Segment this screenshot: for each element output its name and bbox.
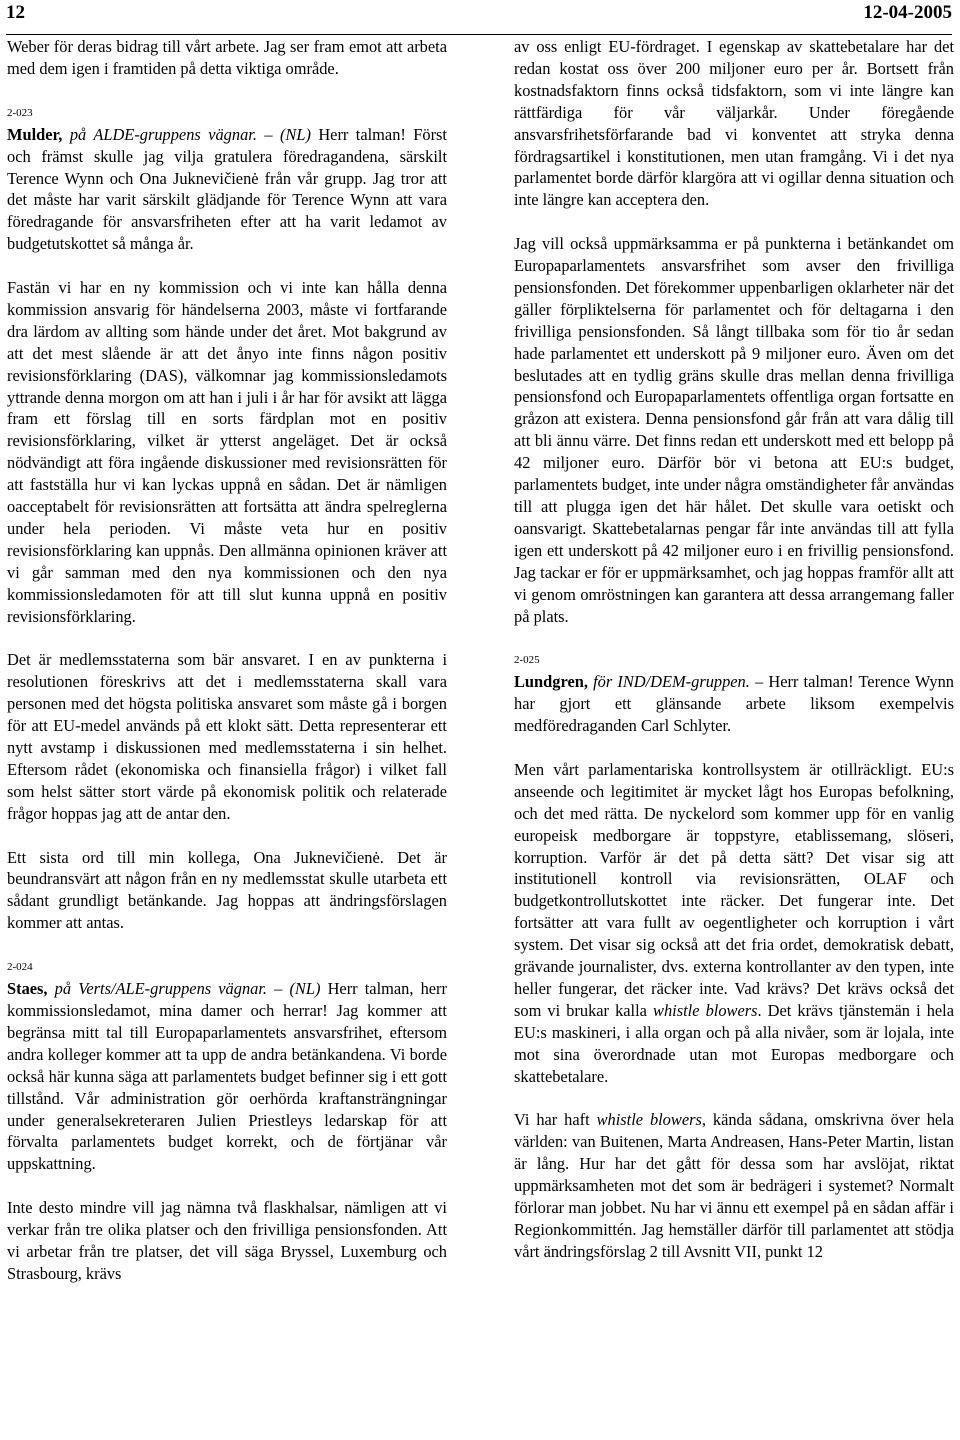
speech-intro	[7, 978, 447, 1175]
text-run: Vi har haft	[514, 1110, 590, 1130]
speech-text: Herr talman! Först och främst skulle jag vilja gratulera föredragandena, särskilt Terence Wynn och Ona Juknevičienė från vår grupp. Jag tror att det måste har varit särskilt glädjande för Terence Wynn att vara föredragande för ansvarsfriheten efter att ha varit ledamot av budgetutskottet så många år.	[7, 124, 447, 254]
section-number: 2-023	[7, 106, 33, 119]
speech-intro	[514, 671, 954, 737]
speech-text: Herr talman! Terence Wynn har gjort ett glänsande arbete liksom exempelvis medföredraganden Carl Schlyter.	[514, 672, 954, 736]
header-date: 12-04-2005	[863, 2, 952, 23]
paragraph: Inte desto mindre vill jag nämna två flaskhalsar, nämligen att vi verkar från tre olika platser och den frivilliga pensionsfonden. Att vi arbetar från tre platser, det vill säga Bryssel, Luxemburg och Strasbourg, krävs	[7, 1198, 447, 1283]
page-header	[6, 0, 952, 35]
paragraph: Weber för deras bidrag till vårt arbete. Jag ser fram emot att arbeta med dem igen i framtiden på detta viktiga område.	[7, 37, 447, 78]
paragraph	[514, 759, 954, 1088]
left-column	[7, 36, 447, 1285]
paragraph	[514, 1109, 954, 1262]
paragraph: av oss enligt EU-fördraget. I egenskap av skattebetalare har det redan kostat oss över 200 miljoner euro per år. Bortsett från kostnadsfaktorn finns också tidsfaktorn, som vi inte längre kan rättfärdiga för vår väljarkår. Under föregående ansvarsfrihetsförfarande bad vi konventet att stryka denna fördragsartikel i konstitutionen, men utan framgång. Vi i det nya parlamentet borde därför klargöra att vi ogillar denna situation och inte längre kan acceptera den.	[514, 37, 954, 210]
page-number: 12	[6, 2, 25, 23]
right-column	[514, 36, 954, 1263]
text-run: Men vårt parlamentariska kontrollsystem är otillräckligt. EU:s anseende och legitimitet är mycket lågt hos Europas befolkning, och det med rätta. De nyckelord som kommer upp för en vanlig europeisk medborgare är toppstyre, etablissemang, slöseri, korruption. Varför är det på detta sätt? Det visar sig att institutionell kontroll via revisionsrätten, OLAF och budgetkontrollutskottet inte räcker. Det fungerar inte. Det fortsätter att vara fullt av oegentligheter och korruption i vårt system. Det visar sig också att det fria ordet, demokratisk debatt, grävande journalister, dvs. externa kontrollanter av den typen, inte heller fungerar, det räcker inte. Vad krävs? Det krävs också det som vi brukar kalla	[514, 759, 954, 1020]
text-run: . Det krävs tjänstemän i hela EU:s maskineri, i alla organ och på alla nivåer, som är lojala, inte mot sina överordnade utan mot Europas medborgare och skattebetalare.	[514, 1000, 955, 1086]
speaker-name: Lundgren,	[514, 672, 588, 692]
italic-term: whistle blowers	[596, 1110, 702, 1130]
paragraph: Jag vill också uppmärksamma er på punkterna i betänkandet om Europaparlamentets ansvarsfrihet som avser den frivilliga pensionsfonden. Det förekommer uppenbarligen oklarheter när det gäller förpliktelserna för parlamentet och för deltagarna i den frivilliga pensionsfonden. Så långt tillbaka som för tio år sedan hade parlamentet ett underskott på 9 miljoner euro. Även om det beslutades att en tydlig gräns skulle dras mellan denna frivilliga pensionsfond och Europaparlamentets offentliga organ fortsatte en gråzon att existera. Denna pensionsfond går från att vara dålig till att bli ännu värre. Det finns redan ett underskott med ett belopp på 42 miljoner euro. Därför bör vi betona att EU:s budget, parlamentets budget, inte under några omständigheter får användas till att plugga igen det här hålet. Det skulle vara oetiskt och oansvarigt. Skattebetalarnas pengar får inte användas till att fylla igen ett underskott på 42 miljoner euro i en frivillig pensionsfond. Jag tackar er för er uppmärksamhet, och jag hoppas framför allt att vi genom omröstningen kan garantera att dessa arrangemang faller på plats.	[514, 234, 954, 626]
speaker-name: Staes,	[7, 979, 48, 999]
speaker-group: på ALDE-gruppens vägnar. – (NL)	[69, 124, 311, 144]
section-number: 2-025	[514, 654, 540, 667]
speaker-group: för IND/DEM-gruppen. –	[593, 672, 764, 692]
speech-intro	[7, 124, 447, 255]
speaker-name: Mulder,	[7, 124, 63, 144]
paragraph: Fastän vi har en ny kommission och vi inte kan hålla denna kommission ansvarig för händelserna 2003, måste vi fortfarande dra lärdom av allting som hände under det året. Mot bakgrund av att det mest slående är att det ånyo inte finns någon positiv revisionsförklaring (DAS), välkomnar jag kommissionsledamots yttrande denna morgon om att han i juli i år har för avsikt att lägga fram ett förslag till en sorts färdplan mot en positiv revisionsförklaring, vilket är ytterst angeläget. Det är också nödvändigt att föra ingående diskussioner med revisionsrätten för att fastställa hur vi kan lyckas uppnå en sådan. Det är nämligen oacceptabelt för revisionsrätten att fortsätta att ändra spelreglerna under hela perioden. Vi måste veta hur en positiv revisionsförklaring kan uppnås. Den allmänna opinionen kräver att vi går samman med den nya kommissionen och den nya kommissionsledamoten för att till slut kunna uppnå en positiv revisionsförklaring.	[7, 278, 447, 626]
section-number: 2-024	[7, 961, 33, 974]
text-run: , kända sådana, omskrivna över hela världen: van Buitenen, Marta Andreasen, Hans-Peter Martin, listan är lång. Hur har det gått för dessa som har avslöjat, riktat uppmärksamheten mot det som är bedrägeri i systemet? Normalt förlorar man jobbet. Nu har vi ännu ett exempel på en sådan affär i Regionkommittén. Jag hemställer därför till parlamentet att stödja vårt ändringsförslag 2 till Avsnitt VII, punkt 12	[514, 1110, 954, 1261]
paragraph: Ett sista ord till min kollega, Ona Juknevičienė. Det är beundransvärt att någon från en ny medlemsstat skulle utarbeta ett sådant grundligt betänkande. Jag hoppas att ändringsförslagen kommer att antas.	[7, 847, 447, 933]
italic-term: whistle blowers	[653, 1000, 758, 1020]
paragraph: Det är medlemsstaterna som bär ansvaret. I en av punkterna i resolutionen föreskrivs att det i medlemsstaterna skall vara personen med det högsta politiska ansvaret som måste gå i borgen för att EU-medel används på ett klokt sätt. Detta representerar ett nytt avstamp i diskussionen med medlemsstaterna i sin helhet. Eftersom rådet (ekonomiska och finansiella frågor) i vilket fall som helst sätter stort värde på ekonomisk politik och relaterade frågor hoppas jag att de antar den.	[7, 650, 447, 823]
speaker-group: på Verts/ALE-gruppens vägnar. – (NL)	[54, 979, 321, 999]
speech-text: Herr talman, herr kommissionsledamot, mina damer och herrar! Jag kommer att begränsa mitt tal till Europaparlamentets ansvarsfrihet, eftersom andra kolleger kommer att ta upp de andra betänkandena. Vi borde också här kunna säga att parlamentets budget befinner sig i ett gott tillstånd. Vår administration gör oerhörda kraftansträngningar under generalsekreteraren Julien Priestleys ledarskap för att förvalta parlamentets budget korrekt, och de förtjänar vår uppskattning.	[7, 979, 447, 1174]
